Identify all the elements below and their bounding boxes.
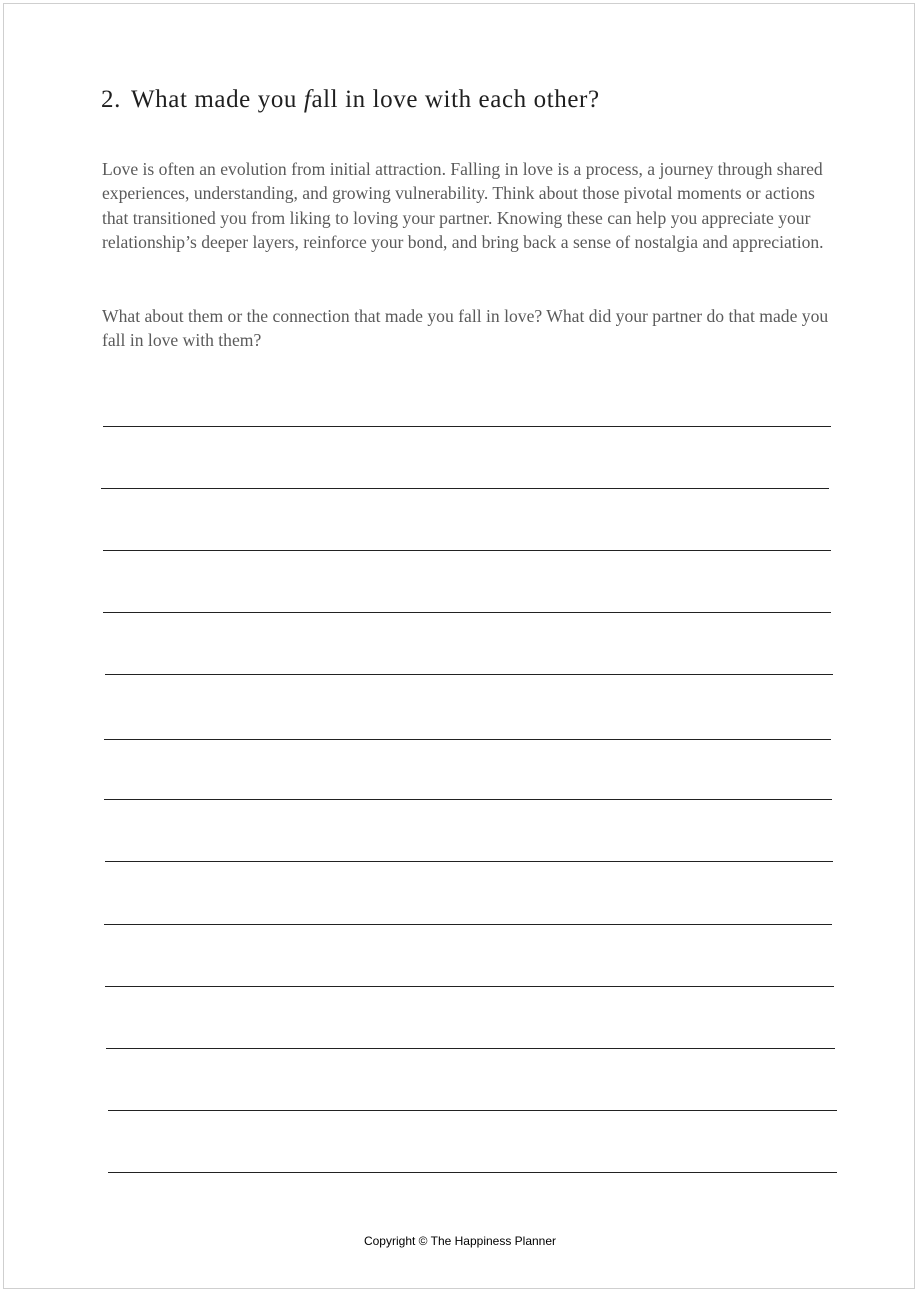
writing-line[interactable] — [101, 488, 829, 489]
writing-line[interactable] — [104, 799, 832, 800]
writing-line[interactable] — [105, 986, 834, 987]
writing-line[interactable] — [106, 1048, 835, 1049]
question-text-start: What made you — [130, 86, 304, 113]
writing-line[interactable] — [104, 739, 831, 740]
writing-line[interactable] — [103, 550, 831, 551]
question-text-end: all in love with each other? — [311, 86, 600, 113]
writing-line[interactable] — [103, 612, 831, 613]
prompt-paragraph: What about them or the connection that made you fall in love? What did your partner do that made you fall in love with them? — [102, 306, 829, 351]
writing-line[interactable] — [108, 1172, 837, 1173]
question-heading — [101, 86, 600, 114]
question-italic-letter: f — [303, 86, 312, 113]
intro-paragraph: Love is often an evolution from initial attraction. Falling in love is a process, a journey through shared experiences, understanding, and growing vulnerability. Think about those pivotal moments or actions that transitioned you from liking to loving your partner. Knowing these can help you appreciate your relationship’s deeper layers, reinforce your bond, and bring back a sense of nostalgia and appreciation. — [102, 159, 824, 253]
question-number: 2. — [101, 86, 121, 113]
copyright-footer: Copyright © The Happiness Planner — [363, 1234, 557, 1248]
writing-line[interactable] — [105, 674, 833, 675]
writing-line[interactable] — [103, 426, 831, 427]
writing-line[interactable] — [108, 1110, 837, 1111]
writing-line[interactable] — [104, 924, 832, 925]
writing-line[interactable] — [105, 861, 833, 862]
